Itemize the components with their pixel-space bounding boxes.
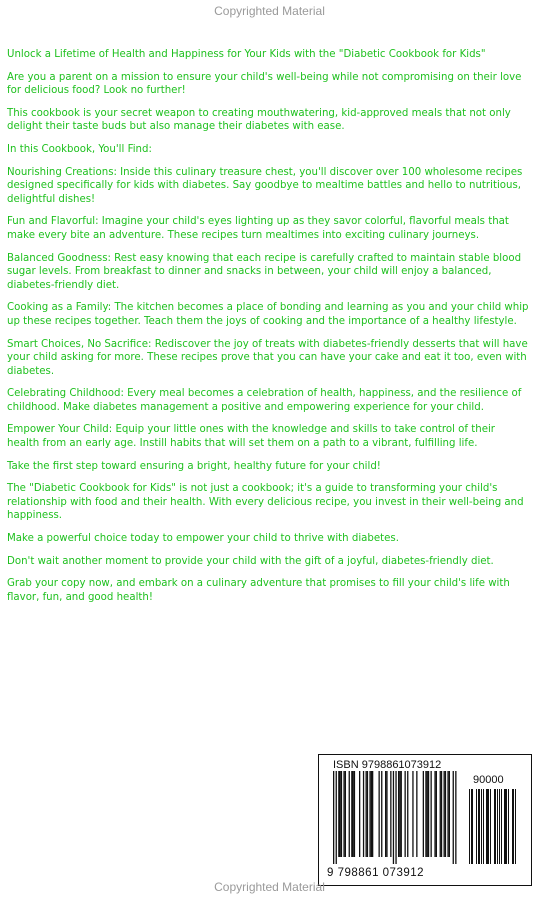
- barcode-bar: [379, 771, 380, 857]
- barcode-bar: [343, 771, 344, 857]
- feature-paragraph: Cooking as a Family: The kitchen becomes a place of bonding and learning as you and your child whip up these recipes together. Teach them the joys of cooking and the importance of a healthy lifestyle.: [7, 302, 529, 327]
- addon-bar: [488, 789, 489, 864]
- book-description: [7, 48, 529, 613]
- addon-bar: [504, 789, 505, 864]
- addon-bar: [505, 789, 506, 864]
- description-paragraph: Don't wait another moment to provide your child with the gift of a joyful, diabetes-friendly diet.: [7, 555, 494, 567]
- addon-bar: [512, 789, 513, 864]
- barcode-bar: [399, 771, 400, 857]
- barcode-bar: [353, 771, 354, 857]
- feature-paragraph: Celebrating Childhood: Every meal becomes a celebration of health, happiness, and the resilience of childhood. Make diabetes management a positive and empowering experience for your child.: [7, 388, 522, 413]
- addon-bar: [494, 789, 495, 864]
- ean-digits: 9 798861 073912: [327, 867, 425, 879]
- description-paragraph: Grab your copy now, and embark on a culinary adventure that promises to fill your child's life with flavor, fun, and good health!: [7, 578, 510, 603]
- barcode-bar: [349, 771, 350, 857]
- barcode-bar: [366, 771, 367, 857]
- barcode-bar: [449, 771, 450, 857]
- barcode-bar: [401, 771, 402, 857]
- feature-paragraph: Balanced Goodness: Rest easy knowing that each recipe is carefully crafted to maintain stable blood sugar levels. From breakfast to dinner and snacks in between, your child will enjoy a balanced, diabetes-friendly diet.: [7, 252, 522, 291]
- addon-bar: [515, 789, 516, 864]
- barcode-bar: [386, 771, 387, 857]
- barcode-bar: [428, 771, 429, 857]
- addon-bar: [471, 789, 472, 864]
- barcode-bar: [351, 771, 352, 857]
- barcode-bar: [434, 771, 435, 857]
- barcode-bar: [445, 771, 446, 857]
- barcode-bar: [363, 771, 364, 857]
- price-code: 90000: [473, 774, 504, 786]
- addon-bar: [499, 789, 500, 864]
- barcode-bar: [369, 771, 370, 857]
- addon-bar: [495, 789, 496, 864]
- barcode-bar: [393, 771, 394, 864]
- barcode-bar: [455, 771, 456, 864]
- addon-bar: [476, 789, 477, 864]
- barcode-bar: [447, 771, 448, 857]
- addon-bar: [497, 789, 498, 864]
- barcode-bar: [405, 771, 406, 857]
- barcode-bar: [381, 771, 382, 857]
- barcode-bar: [407, 771, 408, 857]
- barcode-bar: [345, 771, 346, 857]
- barcode-bar: [440, 771, 441, 857]
- barcode-bar: [427, 771, 428, 857]
- barcode-bar: [453, 771, 454, 864]
- feature-paragraph: Fun and Flavorful: Imagine your child's eyes lighting up as they savor colorful, flavorful meals that make every bite an adventure. These recipes turn mealtimes into exciting culinary journeys.: [7, 216, 509, 241]
- barcode-bar: [431, 771, 432, 857]
- addon-bar: [490, 789, 491, 864]
- barcode-bar: [372, 771, 373, 857]
- barcode-bar: [367, 771, 368, 857]
- addon-bar: [472, 789, 473, 864]
- barcode-bar: [354, 771, 355, 857]
- barcode-bar: [371, 771, 372, 857]
- barcode-bar: [385, 771, 386, 857]
- feature-paragraph: Empower Your Child: Equip your little ones with the knowledge and skills to take control of their health from an early age. Instill habits that will set them on a path to a vibrant, fulfilling life.: [7, 424, 495, 450]
- isbn-barcode-box: [318, 754, 532, 886]
- addon-bar: [508, 789, 509, 864]
- feature-paragraph: Smart Choices, No Sacrifice: Rediscover the joy of treats with diabetes-friendly desserts that will have your child asking for more. These recipes prove that you can have your cake and eat it too, even with diabetes.: [7, 338, 528, 377]
- barcode-bar: [338, 771, 339, 857]
- feature-paragraph: Nourishing Creations: Inside this culinary treasure chest, you'll discover over 100 wholesome recipes designed specifically for kids with diabetes. Say goodbye to mealtime battles and hello to nutritious, delightful dishes!: [7, 166, 523, 205]
- section-heading: In this Cookbook, You'll Find:: [7, 143, 152, 155]
- barcode-bar: [436, 771, 437, 857]
- description-paragraph: Make a powerful choice today to empower your child to thrive with diabetes.: [7, 533, 399, 545]
- addon-bar: [486, 789, 487, 864]
- description-paragraph: Take the first step toward ensuring a bright, healthy future for your child!: [7, 460, 381, 472]
- addon-bar: [469, 789, 470, 864]
- description-paragraph: Unlock a Lifetime of Health and Happiness for Your Kids with the "Diabetic Cookbook for Kids": [7, 49, 486, 60]
- addon-bar: [478, 789, 479, 864]
- addon-bar: [479, 789, 480, 864]
- addon-bar: [513, 789, 514, 864]
- description-paragraph: Are you a parent on a mission to ensure your child's well-being while not compromising on their love for delicious food? Look no further!: [7, 71, 522, 97]
- barcode-bar: [398, 771, 399, 857]
- addon-bar: [501, 789, 502, 864]
- barcode-bar: [395, 771, 396, 864]
- addon-bar: [483, 789, 484, 864]
- isbn-label: ISBN 9798861073912: [333, 759, 442, 771]
- description-paragraph: The "Diabetic Cookbook for Kids" is not just a cookbook; it's a guide to transforming your child's relationship with food and their health. With every delicious recipe, you invest in their well-being and happiness.: [7, 483, 524, 522]
- addon-bar: [481, 789, 482, 864]
- barcode-bar: [423, 771, 424, 857]
- copyright-watermark-bottom: Copyrighted Material: [214, 880, 325, 894]
- barcode-bar: [336, 771, 337, 864]
- description-paragraph: This cookbook is your secret weapon to creating mouthwatering, kid-approved meals that not only delight their taste buds but also manage their diabetes with ease.: [7, 107, 511, 133]
- barcode-bar: [340, 771, 341, 857]
- barcode-bar: [333, 771, 334, 864]
- barcode-bar: [412, 771, 413, 857]
- addon-bar: [487, 789, 488, 864]
- addon-bar: [506, 789, 507, 864]
- barcode-bar: [425, 771, 426, 857]
- barcode-bar: [444, 771, 445, 857]
- barcode-bar: [359, 771, 360, 857]
- barcode-bar: [390, 771, 391, 857]
- copyright-watermark-top: Copyrighted Material: [214, 4, 325, 18]
- barcode-bar: [416, 771, 417, 857]
- barcode-bar: [441, 771, 442, 857]
- barcode-bar: [341, 771, 342, 857]
